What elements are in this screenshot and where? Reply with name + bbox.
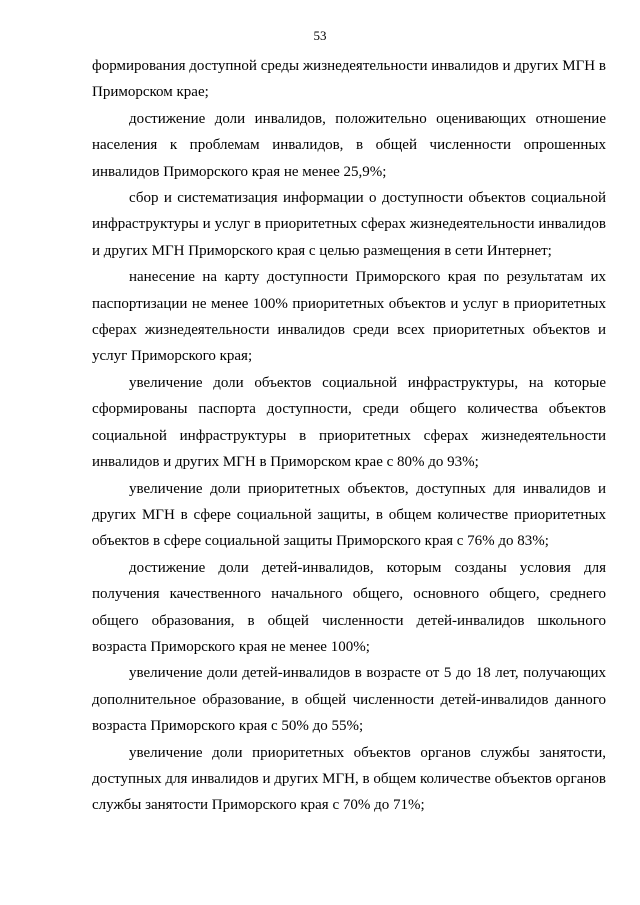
paragraph-6: увеличение доли приоритетных объектов, доступных для инвалидов и других МГН в сфере социальной защиты, в общем количестве приоритетных объектов в сфере социальной защиты Приморского края с 76% до 83%;: [92, 480, 606, 550]
paragraph-8: увеличение доли детей-инвалидов в возрасте от 5 до 18 лет, получающих дополнительное образование, в общей численности детей-инвалидов данного возраста Приморского края с 50% до 55%;: [92, 665, 606, 735]
paragraph-1: формирования доступной среды жизнедеятельности инвалидов и других МГН в Приморском крае;: [92, 58, 606, 101]
paragraph-5: увеличение доли объектов социальной инфраструктуры, на которые сформированы паспорта доступности, среди общего количества объектов социальной инфраструктуры в приоритетных сферах жизнедеятельности инвалидов и других МГН в Приморском крае с 80% до 93%;: [92, 374, 606, 471]
paragraph-7: достижение доли детей-инвалидов, которым созданы условия для получения качественного начального общего, основного общего, среднего общего образования, в общей численности детей-инвалидов школьного возраста Приморского края не менее 100%;: [92, 559, 606, 655]
paragraph-9: увеличение доли приоритетных объектов органов службы занятости, доступных для инвалидов и других МГН, в общем количестве объектов органов службы занятости Приморского края с 70% до 71%;: [92, 744, 606, 814]
paragraph-4: нанесение на карту доступности Приморского края по результатам их паспортизации не менее 100% приоритетных объектов и услуг в приоритетных сферах жизнедеятельности инвалидов среди всех приоритетных объектов и услуг Приморского края;: [92, 269, 606, 365]
page-number: 53: [313, 28, 327, 43]
page-body: [92, 53, 606, 819]
paragraph-2: достижение доли инвалидов, положительно оценивающих отношение населения к проблемам инвалидов, в общей численности опрошенных инвалидов Приморского края не менее 25,9%;: [92, 110, 606, 180]
paragraph-3: сбор и систематизация информации о доступности объектов социальной инфраструктуры и услуг в приоритетных сферах жизнедеятельности инвалидов и других МГН Приморского края с целью размещения в сети Интернет;: [92, 190, 606, 259]
